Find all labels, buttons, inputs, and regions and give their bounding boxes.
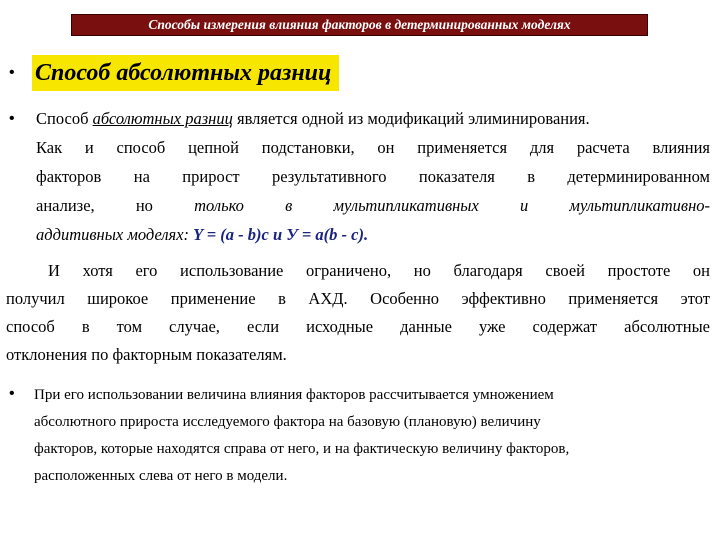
paragraph1-line1 <box>36 104 710 133</box>
paragraph3-line3: факторов, которые находятся справа от него, и на фактическую величину факторов, <box>34 441 570 457</box>
paragraph2-line4: отклонения по факторным показателям. <box>6 345 287 364</box>
paragraph2-line3: способ в том случае, если исходные данные уже содержат абсолютные <box>6 317 710 336</box>
section-heading: Способ абсолютных разниц <box>35 59 332 86</box>
paragraph3-line1: При его использовании величина влияния факторов рассчитывается умножением <box>34 387 554 403</box>
text-run-emphasis: абсолютных разниц <box>92 109 233 128</box>
formula: Y = (a - b)c и У = a(b - c) <box>193 225 364 244</box>
paragraph1-line4 <box>36 191 710 220</box>
paragraph1-line5 <box>36 220 710 249</box>
paragraph3-bullet: • <box>9 385 15 402</box>
paragraph-2 <box>6 257 710 369</box>
heading-bullet: • <box>9 64 15 81</box>
paragraph-3 <box>34 382 694 490</box>
paragraph1-line3: факторов на прирост результативного показателя в детерминированном <box>36 167 710 186</box>
paragraph3-line4: расположенных слева от него в модели. <box>34 468 288 484</box>
paragraph3-line2: абсолютного прироста исследуемого фактора на базовую (плановую) величину <box>34 414 541 430</box>
text-run-italic: только в мультипликативных и мультипликативно- <box>194 196 710 215</box>
paragraph1-bullet: • <box>9 110 15 127</box>
text-run: анализе, но <box>36 196 195 215</box>
header-bar <box>71 14 648 36</box>
text-run-italic: аддитивных моделях: <box>36 225 194 244</box>
heading-highlight <box>32 55 339 91</box>
header-title: Способы измерения влияния факторов в детерминированных моделях <box>148 17 571 32</box>
text-run: Способ <box>36 109 93 128</box>
paragraph1-line2: Как и способ цепной подстановки, он применяется для расчета влияния <box>36 138 710 157</box>
paragraph2-line2: получил широкое применение в АХД. Особенно эффективно применяется этот <box>6 289 710 308</box>
text-run: . <box>363 225 369 244</box>
paragraph-1 <box>36 104 710 249</box>
paragraph2-line1: И хотя его использование ограничено, но благодаря своей простоте он <box>48 261 710 280</box>
text-run: является одной из модификаций элиминирования. <box>232 109 590 128</box>
